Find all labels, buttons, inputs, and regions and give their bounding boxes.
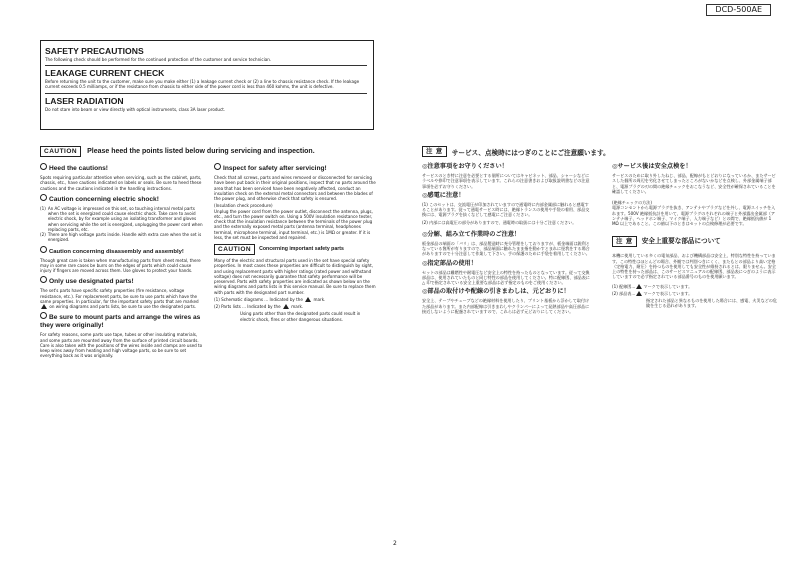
circle-bullet-icon: [40, 194, 47, 201]
paragraph: サービスのとき特に注意を必要とする個所についてはキャビネット、部品、シャーシなどにラベルや捺印で注意事項を表示しています。これらの注意書きおよび取扱説明書などの注意事項を必ずお守りください。: [422, 173, 590, 189]
heading-text: Heed the cautions!: [49, 165, 108, 172]
paragraph-text: on wiring diagrams and parts lists, be sure to use the designated parts.: [49, 304, 197, 309]
list-text: (2) Parts lists ... Indicated by the: [214, 304, 281, 309]
list-item: [214, 297, 376, 302]
paragraph: 指定された部品と異なるものを使用した場合には、感電、火災などの危険を生じる恐れがあります。: [646, 298, 777, 309]
paragraph: Many of the electric and structural parts used in the set have special safety properties. In most cases these properties are difficult to distinguish by sight, and using replacement parts with higher ratings (rated power and withstand voltage) does not necessarily guarantee that safety performance will be preserved. Parts with safety properties are indicated as shown below on the wiring diagrams and parts lists in this service manual. Be sure to replace them with parts with the designated part number.: [214, 258, 376, 295]
paragraph: 板金部品の端面の「バリ」は、部品製造時に充分管理をしておりますが、板金端面は鋭利となっている箇所が有りますので、部品端面に触れたまま指を動かすとまれに怪我をする場合がありますので十分注意して作業して下さい。手の保護のために手袋を着用してください。: [422, 240, 590, 257]
list-item: [40, 206, 204, 232]
heading-text: Be sure to mount parts and arrange the wires as they were originally!: [40, 314, 201, 330]
caution-bar-text: サービス、点検時にはつぎのことにご注意願います。: [451, 148, 610, 157]
caution-tag: 注 意: [422, 146, 447, 157]
warning-triangle-icon: [636, 284, 642, 289]
warning-triangle-icon: [283, 304, 289, 309]
list-text: There are high voltage parts inside. Handle with extra care when the set is energized.: [47, 232, 202, 243]
circle-bullet-icon: [214, 163, 221, 170]
laser-radiation-heading: LASER RADIATION: [45, 95, 124, 106]
heading: ◎感電に注意！: [422, 191, 465, 199]
list-item: [214, 304, 376, 309]
heading: ◎指定部品の使用！: [422, 259, 477, 267]
list-number: (2): [40, 232, 46, 237]
caution-tag: 注 意: [612, 236, 637, 247]
divider: [45, 65, 367, 66]
circle-bullet-icon: [40, 246, 47, 253]
caution-tag: CAUTION: [40, 146, 81, 157]
list-item: (2) 内部には高電圧の部分がありますので、通電時の取扱には十分ご注意ください。: [422, 219, 577, 225]
heading-text: Caution concerning disassembly and assembly!: [49, 248, 184, 255]
model-label: DCD-500AE: [706, 4, 771, 16]
list-text: mark.: [291, 304, 304, 309]
heading-text: Caution concerning electric shock!: [49, 195, 159, 203]
list-text: マークで表示しています。: [643, 283, 693, 289]
heading-electric-shock: [40, 194, 204, 204]
paragraph: Check that all screws, parts and wires removed or disconnected for servicing have been put back in their original positions, inspect that no parts around the area that has been serviced have been negatively affected, conduct an insulation check on the external metal connectors and between the blades of the power plug, and otherwise check that safety is ensured.: [214, 175, 376, 201]
paragraph: [40, 288, 204, 309]
caution-bar: [40, 146, 315, 157]
list-item: [612, 284, 778, 289]
heading-designated-parts: [40, 276, 204, 286]
paragraph-subheading: (絶縁チェックの方法): [612, 200, 652, 205]
warning-triangle-icon: [305, 297, 311, 302]
paragraph: サービスのために取り外したねじ、部品、配線がもとどおりになっているか、またサービスした個所の周辺を劣化させてしまったところがないかなどを点検し、外部金属端子部と、電源プラグの刃の間の絶縁チェックをおこなうなど、安全性が確保されていることを確認してください。: [612, 173, 776, 194]
list-number: (1): [40, 205, 46, 211]
warning-triangle-icon: [41, 304, 47, 309]
paragraph: 電源コンセントから電源プラグを抜き、アンテナやプラグなどを外し、電源スイッチを入れます。500V 絶縁抵抗計を用いて、電源プラグのそれぞれの端子と外部露出金属部（アンテナ端子、ヘッドホン端子、マイク端子、入力端子など）との間で、絶縁抵抗値が 1 MΩ 以上であること。この値以下のときはセットの点検修理が必要です。: [612, 205, 776, 226]
paragraph: Using parts other than the designated parts could result in electric shock, fires or other dangerous situations.: [240, 311, 361, 322]
heading: ◎注意事項をお守りください！: [422, 163, 508, 170]
caution-bar-text: Please heed the points listed below during servicing and inspection.: [87, 148, 315, 155]
list-item: [612, 291, 778, 296]
english-column-left: [40, 160, 204, 361]
list-text: マークで表示しています。: [643, 290, 693, 296]
paragraph: 本機に使用している多くの電気部品、および機構部品は安全上、特別な特性を持っています。この特性はほとんどの場合、外観では判別つきにくく、またもとの部品より高い定格（定格電力、耐圧）を持つものを使用しても安全性が維持されるとは、限りません。安全上の特性を持った部品は、このサービスマニュアルの配線図、部品表につぎのように表示していますので必ず指定されている部品番号のものを使用願います。: [612, 253, 776, 280]
paragraph: Unplug the power cord from the power outlet, disconnect the antenna, plugs, etc., and turn the power switch on. Using a 500V insulation resistance tester, check that the insulation resistance between the terminals of the power plug and the externally exposed metal parts (antenna terminal, headphones terminal, microphone terminal, input terminal, etc.) is 1MΩ or greater. If it is less, the set must be inspected and repaired.: [214, 208, 373, 240]
warning-triangle-icon: [636, 291, 642, 296]
heading-text: Only use designated parts!: [49, 278, 134, 286]
safety-precautions-heading: SAFETY PRECAUTIONS: [45, 46, 144, 56]
paragraph-subheading: (Insulation check procedure): [214, 203, 273, 209]
japanese-column-left: [422, 160, 592, 316]
list-text: An AC voltage is impressed on this set, so touching internal metal parts when the set is energized could cause electric shock. Take care to avoid electric shock, by for example using an isolating transformer and gloves when servicing while the set is energized, unplugging the power cord when replacing parts, etc.: [47, 205, 203, 232]
list-item: (1) このセットは、交流電圧が印加されていますので通電時に内部金属部に触れると感電することがあります。従って通電サービス時には、絶縁トランスの使用や手袋の着用、部品交換には、電源プラグを抜くなどして感電にご注意ください。: [422, 201, 590, 218]
heading: ◎分解、組み立て作業時のご注意！: [422, 230, 521, 238]
laser-radiation-text: Do not stare into beam or view directly with optical instruments, class 3A laser product.: [45, 106, 226, 112]
paragraph: Though great care is taken when manufacturing parts from sheet metal, there may in some rare cases be burrs on the edges of parts which could cause injury if fingers are moved across them. Use gloves to protect your hands.: [40, 257, 201, 273]
safety-precautions-text: The following check should be performed for the continued protection of the customer and service technician.: [45, 57, 272, 62]
japanese-caution-bar: [422, 146, 610, 157]
caution-safety-parts-header: [214, 244, 376, 255]
heading-inspect-safety: [214, 163, 376, 173]
list-item: [40, 232, 204, 243]
caution-title: Concerning important safety parts: [259, 245, 344, 252]
heading-disassembly: [40, 246, 204, 256]
heading: ◎部品の取付けや配線の引きまわしは、元どおりに！: [422, 288, 570, 296]
page-number: 2: [393, 540, 397, 547]
list-text: mark.: [313, 296, 326, 302]
list-text: (1) 配線図…: [612, 283, 636, 289]
paragraph: セットの部品は難燃性や耐電圧など安全上の特性を持ったものとなっています。従って交換部品は、使用されていたものと同じ特性の部品を使用してください。特に配線図、部品表に △ 印で指定されている安全上重要な部品は必ず指定のものをご使用ください。: [422, 269, 590, 285]
paragraph: For safety reasons, some parts use tape, tubes or other insulating materials, and some parts are mounted away from the surface of printed circuit boards. Care is also taken with the positions of the wires inside and clamps are used to keep wires away from heating and high voltage parts, so be sure to set everything back as it was originally.: [40, 332, 203, 359]
circle-bullet-icon: [40, 163, 47, 170]
circle-bullet-icon: [40, 276, 47, 283]
japanese-safety-parts-header: [612, 236, 778, 247]
heading-text: Inspect for safety after servicing!: [223, 165, 327, 172]
safety-precautions-box: [40, 40, 374, 130]
heading-mount-parts: [40, 312, 204, 330]
english-column-right: [214, 160, 376, 324]
caution-title: 安全上重要な部品について: [641, 237, 721, 246]
paragraph: Spots requiring particular attention when servicing, such as the cabinet, parts, chassis, etc., have cautions indicated on labels or seals. Be sure to heed these cautions and the cautions indicated in the handling instructions.: [40, 175, 202, 191]
heading: ◎サービス後は安全点検を！: [612, 163, 692, 170]
divider: [45, 93, 367, 94]
list-text: (2) 部品表…: [612, 290, 636, 296]
leakage-check-heading: LEAKAGE CURRENT CHECK: [45, 68, 165, 79]
japanese-column-right: [612, 160, 778, 311]
paragraph-text: The set's parts have specific safety properties (fire resistance, voltage resistance, etc.). For replacement parts, be sure to use parts which have the same properties. In particular, for the important safety parts that are marked: [40, 288, 199, 304]
circle-bullet-icon: [40, 312, 47, 319]
heading-heed-cautions: [40, 163, 204, 173]
leakage-check-text: Before returning the unit to the customer, make sure you make either (1) a leakage current check or (2) a line to chassis resistance check. If the leakage current exceeds 0.5 milliamps, or if the resistance from chassis to either side of the power cord is less than 460 kohms, the unit is defective.: [45, 79, 360, 90]
paragraph: 安全上、テープやチューブなどの絶縁材料を使用したり、プリント基板から浮かして取付けた部品があります。また内部配線は引きまわしやクランパーによって発熱部品や高圧部品に接近しないように配慮されていますので、これらは必ず元どおりにしてください。: [422, 298, 590, 314]
list-text: (1) Schematic diagrams ... Indicated by the: [214, 296, 303, 302]
caution-tag: CAUTION: [214, 244, 255, 255]
